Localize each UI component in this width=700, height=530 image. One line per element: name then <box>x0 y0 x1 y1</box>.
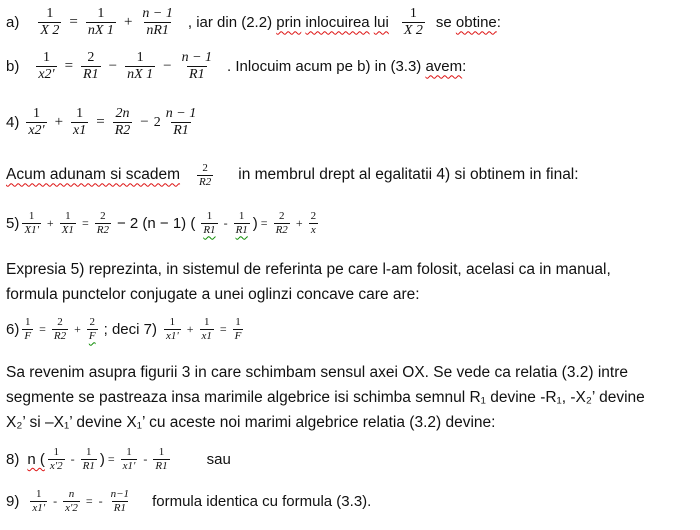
numerator: 2 <box>310 210 317 222</box>
fraction <box>63 488 80 515</box>
equation-5 <box>6 210 321 237</box>
denominator: R2 <box>199 175 212 188</box>
denominator: F <box>234 329 242 342</box>
text-fragment: formula identica cu formula (3.3). <box>152 492 372 510</box>
denominator: x1 <box>73 123 87 139</box>
fraction <box>36 50 56 84</box>
fraction <box>153 446 169 473</box>
numerator: 1 <box>203 316 210 328</box>
numerator: 1 <box>65 210 71 222</box>
denominator: R1 <box>173 123 189 139</box>
numerator: 2 <box>89 316 95 328</box>
denominator: nR1 <box>146 23 169 39</box>
denominator: nX 1 <box>87 23 114 39</box>
text-fragment: ) <box>99 450 105 468</box>
fraction <box>48 446 65 473</box>
paragraph-line: segmente se pastreaza insa marimile algebrice isi schimba semnul R₁ devine -R₁, -X₂’ devine <box>6 389 645 406</box>
equation-label: a) <box>6 14 20 32</box>
numerator: 1 <box>24 316 31 328</box>
numerator: n − 1 <box>165 106 197 121</box>
minus-sign: − <box>140 114 149 131</box>
numerator: 1 <box>46 6 54 21</box>
numerator: n − 1 <box>181 50 213 65</box>
fraction <box>201 210 217 237</box>
equation-label: 4) <box>6 114 20 132</box>
paragraph-sa-revenim <box>6 360 696 435</box>
numerator: 1 <box>53 446 59 458</box>
text-fragment: sau <box>206 450 231 468</box>
denominator: R1 <box>113 501 126 514</box>
paragraph-line: Sa revenim asupra figurii 3 in care schimbam sensul axei OX. Se vede ca relatia (3.2) intre <box>6 364 629 381</box>
denominator: R1 <box>235 223 248 236</box>
fraction <box>81 50 101 84</box>
equation-label: 8) <box>6 450 20 468</box>
equation-a <box>6 6 501 40</box>
fraction <box>87 316 98 343</box>
fraction <box>22 316 33 343</box>
fraction <box>26 106 46 140</box>
numerator: 1 <box>76 106 84 121</box>
text-fragment: obtine <box>455 14 497 32</box>
fraction <box>38 6 61 40</box>
denominator: x2' <box>38 67 55 83</box>
equals-sign: = <box>39 321 46 336</box>
denominator: X 2 <box>403 23 423 39</box>
fraction <box>60 210 76 237</box>
minus-sign: - <box>98 493 103 508</box>
fraction <box>164 316 181 343</box>
text-fragment: avem <box>425 58 463 76</box>
equation-label: 6) <box>6 320 20 338</box>
text-fragment: lui <box>373 14 389 32</box>
fraction <box>197 162 213 189</box>
text-fragment: in membrul drept al egalitatii 4) si obtinem in final: <box>238 166 579 184</box>
text-fragment: . Inlocuim acum pe b) in (3.3) <box>227 58 422 76</box>
paragraph-line: Expresia 5) reprezinta, in sistemul de referinta pe care l-am folosit, acelasi ca in manual, <box>6 261 611 278</box>
plus-sign: + <box>123 14 133 31</box>
numerator: 2 <box>202 162 208 174</box>
numerator: 2 <box>57 316 63 328</box>
numerator: 1 <box>409 6 417 21</box>
paragraph-expresia <box>6 257 696 307</box>
numerator: 1 <box>136 50 144 65</box>
denominator: R1 <box>155 459 168 472</box>
denominator: R1 <box>203 223 216 236</box>
denominator: x1' <box>32 501 46 514</box>
numerator: 2 <box>87 50 95 65</box>
denominator: nX 1 <box>127 67 154 83</box>
equals-sign: = <box>96 114 105 131</box>
plus-sign: + <box>46 215 54 230</box>
denominator: R1 <box>189 67 205 83</box>
fraction <box>109 488 131 515</box>
fraction <box>71 106 88 140</box>
denominator: R2 <box>275 223 288 236</box>
fraction <box>180 50 214 84</box>
denominator: X 2 <box>40 23 60 39</box>
equation-9 <box>6 488 371 515</box>
paragraph-line: formula punctelor conjugate a unei oglinzi concave care are: <box>6 286 420 303</box>
fraction <box>164 106 198 140</box>
acum-line <box>6 162 579 189</box>
plus-sign: + <box>74 321 81 336</box>
fraction <box>52 316 68 343</box>
text-fragment: n ( <box>27 450 45 468</box>
text-fragment: Acum adunam si scadem <box>6 166 181 184</box>
equals-sign: = <box>81 215 89 230</box>
numerator: n <box>68 488 75 500</box>
denominator: X1 <box>61 223 74 236</box>
numerator: 1 <box>238 210 245 222</box>
numerator: 1 <box>206 210 213 222</box>
plus-sign: + <box>186 321 194 336</box>
text-fragment: ) <box>252 214 258 232</box>
numerator: 2n <box>115 106 130 121</box>
denominator: x <box>310 223 316 236</box>
fraction <box>200 316 214 343</box>
numerator: 1 <box>85 446 92 458</box>
fraction <box>86 6 116 40</box>
denominator: x1' <box>122 459 136 472</box>
text-fragment: : <box>462 58 467 76</box>
numerator: 1 <box>28 210 35 222</box>
numerator: n−1 <box>110 488 130 500</box>
numerator: 2 <box>278 210 285 222</box>
equals-sign: = <box>85 493 93 508</box>
denominator: x'2 <box>65 501 78 514</box>
paragraph-line: X₂’ si –X₁’ devine X₁’ cu aceste noi marimi algebrice relatia (3.2) devine: <box>6 414 496 431</box>
minus-sign: − <box>108 58 118 75</box>
numerator: 1 <box>169 316 176 328</box>
equation-8 <box>6 446 231 473</box>
equation-4 <box>6 106 201 140</box>
text-fragment: , iar din (2.2) <box>187 14 273 32</box>
denominator: x1' <box>165 329 179 342</box>
minus-sign: - <box>53 493 58 508</box>
minus-sign: - <box>70 451 75 466</box>
fraction <box>81 446 97 473</box>
denominator: X1' <box>24 223 39 236</box>
minus-sign: − <box>163 58 172 75</box>
denominator: R2 <box>53 329 67 342</box>
fraction <box>95 210 111 237</box>
equals-sign: = <box>64 58 74 75</box>
text-fragment: prin <box>276 14 302 32</box>
fraction <box>140 6 174 40</box>
fraction <box>121 446 138 473</box>
denominator: x1 <box>201 329 212 342</box>
fraction <box>125 50 155 84</box>
minus-sign: - <box>143 451 148 466</box>
equation-label: 9) <box>6 492 20 510</box>
fraction <box>233 316 244 343</box>
equals-sign: = <box>219 321 227 336</box>
fraction <box>113 106 133 140</box>
coefficient: 2 <box>153 114 161 130</box>
text-fragment: : <box>496 14 501 32</box>
numerator: 1 <box>42 50 50 65</box>
numerator: 1 <box>158 446 165 458</box>
text-fragment: ; deci 7) <box>103 320 157 338</box>
fraction <box>22 210 41 237</box>
text-fragment: inlocuirea <box>305 14 370 32</box>
denominator: R1 <box>83 67 99 83</box>
fraction <box>402 6 425 40</box>
denominator: x2' <box>28 123 45 139</box>
numerator: 1 <box>35 488 42 500</box>
equals-sign: = <box>69 14 78 31</box>
denominator: R2 <box>96 223 109 236</box>
fraction <box>30 488 47 515</box>
equation-label: b) <box>6 58 20 76</box>
text-fragment: se <box>435 14 452 32</box>
minus-sign: - <box>223 215 228 230</box>
fraction <box>309 210 319 237</box>
numerator: 1 <box>32 106 40 121</box>
numerator: 2 <box>100 210 106 222</box>
denominator: x'2 <box>49 459 63 472</box>
text-fragment: − 2 (n − 1) ( <box>116 214 196 232</box>
equation-label: 5) <box>6 214 20 232</box>
numerator: 1 <box>126 446 132 458</box>
numerator: n − 1 <box>142 6 173 21</box>
numerator: 1 <box>97 6 105 21</box>
denominator: F <box>88 329 96 342</box>
plus-sign: + <box>295 215 303 230</box>
denominator: R1 <box>82 459 95 472</box>
denominator: R2 <box>114 123 131 139</box>
equals-sign: = <box>107 451 115 466</box>
equation-b <box>6 50 466 84</box>
denominator: F <box>24 329 32 342</box>
equals-sign: = <box>260 215 268 230</box>
equation-6 <box>6 316 246 343</box>
fraction <box>234 210 250 237</box>
plus-sign: + <box>54 114 64 131</box>
numerator: 1 <box>235 316 241 328</box>
fraction <box>274 210 290 237</box>
